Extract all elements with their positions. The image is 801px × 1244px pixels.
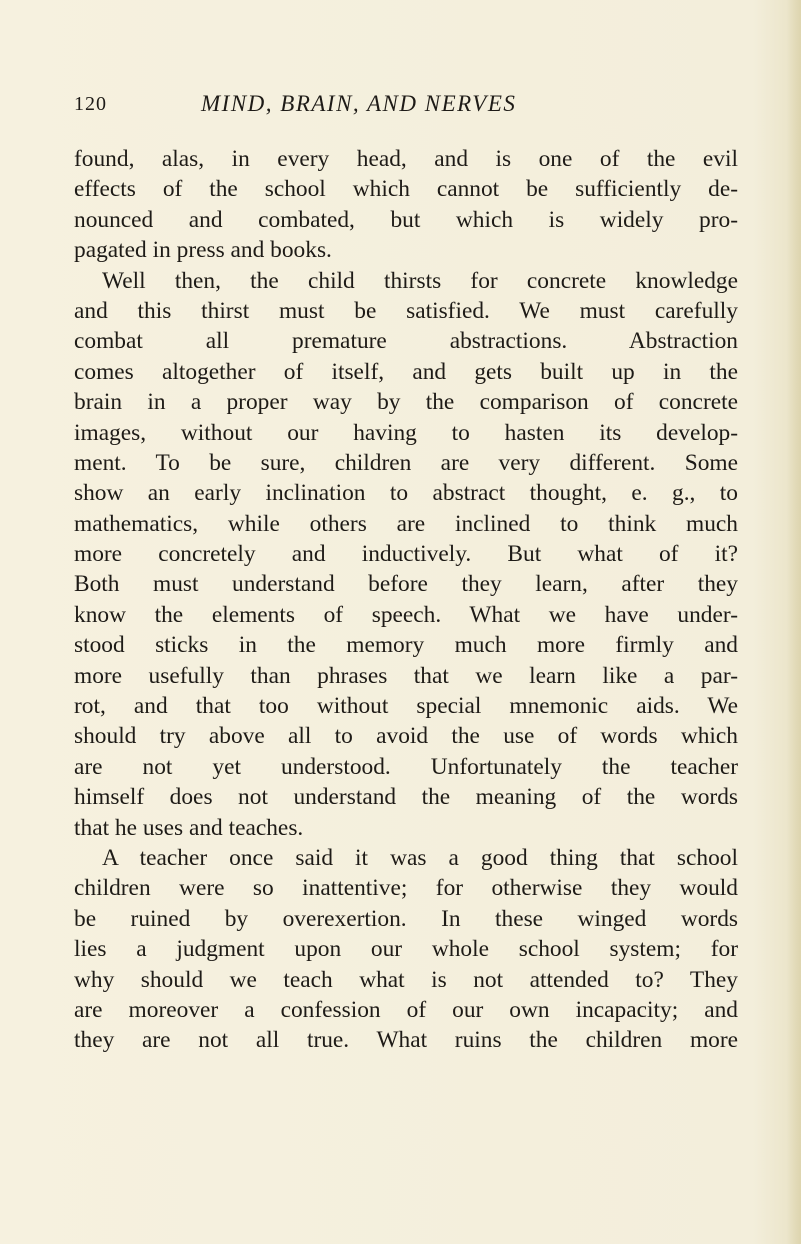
text-line: comes altogether of itself, and gets built up in the (74, 358, 738, 385)
text-line: why should we teach what is not attended to? They (74, 966, 738, 993)
page-number: 120 (74, 93, 107, 115)
text-line: brain in a proper way by the comparison of concrete (74, 389, 738, 416)
text-line: are not yet understood. Unfortunately the teacher (74, 753, 738, 780)
text-line: more usefully than phrases that we learn like a par- (74, 662, 738, 689)
text-line: mathematics, while others are inclined to think much (74, 510, 738, 537)
text-line: be ruined by overexertion. In these winged words (74, 905, 738, 932)
text-line: combat all premature abstractions. Abstraction (74, 328, 738, 355)
text-line: more concretely and inductively. But what of it? (74, 541, 738, 568)
text-line: should try above all to avoid the use of words which (74, 723, 738, 750)
text-line: nounced and combated, but which is widely pro- (74, 206, 738, 233)
text-line: Well then, the child thirsts for concrete knowledge (102, 267, 738, 294)
text-line: pagated in press and books. (74, 237, 332, 264)
running-head (74, 91, 734, 121)
text-line: show an early inclination to abstract thought, e. g., to (74, 480, 738, 507)
text-line: children were so inattentive; for otherwise they would (74, 875, 738, 902)
text-line: ment. To be sure, children are very different. Some (74, 449, 738, 476)
text-line: and this thirst must be satisfied. We must carefully (74, 297, 738, 324)
text-line: Both must understand before they learn, after they (74, 571, 738, 598)
text-line: images, without our having to hasten its develop- (74, 419, 738, 446)
body-text (74, 144, 738, 1056)
text-line: are moreover a confession of our own incapacity; and (74, 996, 738, 1023)
text-line: stood sticks in the memory much more firmly and (74, 632, 738, 659)
text-line: A teacher once said it was a good thing that school (102, 844, 738, 871)
text-line: lies a judgment upon our whole school system; for (74, 936, 738, 963)
text-line: know the elements of speech. What we have under- (74, 601, 738, 628)
text-line: effects of the school which cannot be sufficiently de- (74, 176, 738, 203)
text-line: found, alas, in every head, and is one of the evil (74, 146, 738, 172)
text-line: himself does not understand the meaning of the words (74, 784, 738, 811)
running-title: MIND, BRAIN, AND NERVES (201, 91, 517, 116)
text-line: they are not all true. What ruins the children more (74, 1027, 738, 1054)
text-line: rot, and that too without special mnemonic aids. We (74, 693, 738, 720)
page-edge-shadow (787, 0, 801, 1244)
text-line: that he uses and teaches. (74, 814, 304, 841)
